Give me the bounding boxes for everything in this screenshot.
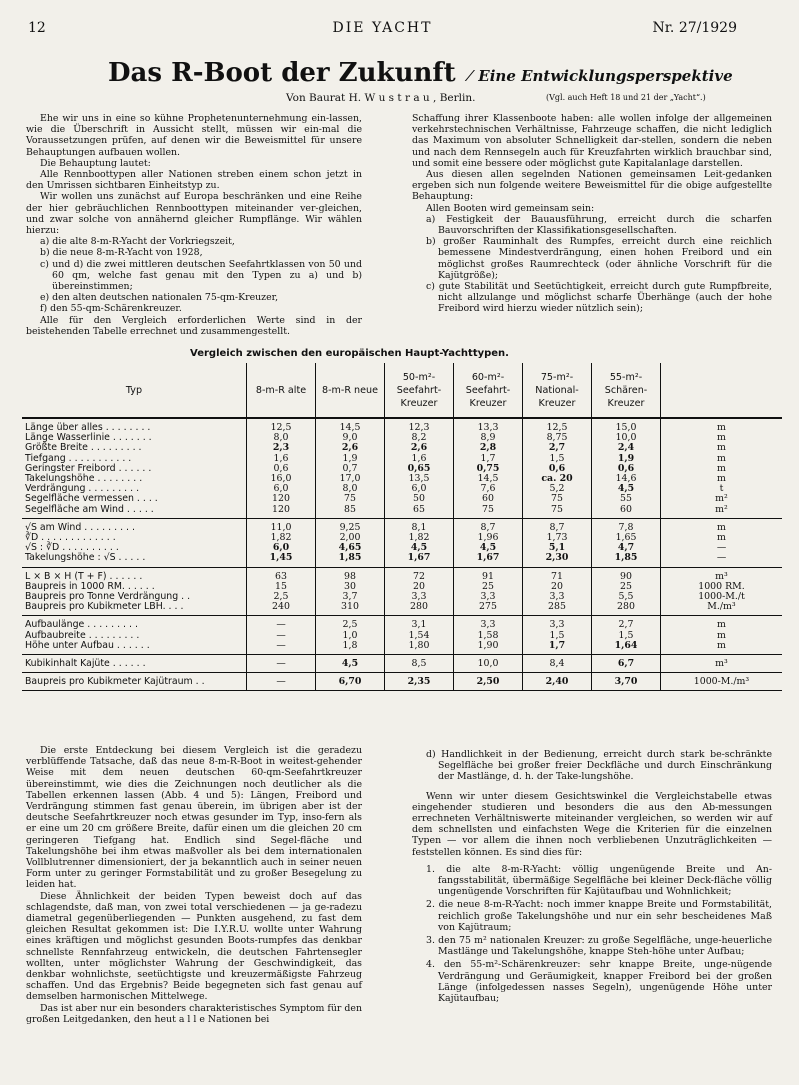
list-item: a) Festigkeit der Bauausführung, erreicht durch die scharfen Bauvorschriften der Klassifikationsgesellschaften.	[426, 213, 772, 237]
title-slash: ⁄	[468, 67, 472, 85]
cell-value: 1,8	[316, 641, 385, 655]
cell-value: 280	[592, 602, 661, 616]
list-item: c) und d) die zwei mittleren deutschen Seefahrtklassen von 50 und 60 qm, welche fast genau mit den Typen zu a) und b) übereinstimmen;	[40, 258, 362, 293]
cell-value: 2,6	[316, 443, 385, 453]
cell-value: 3,3	[385, 592, 454, 602]
cell-value: 1,7	[523, 641, 592, 655]
cell-value: —	[247, 655, 316, 673]
cell-value: 6,7	[592, 655, 661, 673]
cell-value: m	[717, 462, 726, 474]
cell-value: m	[717, 422, 726, 433]
cell-value: m	[717, 629, 726, 641]
paragraph: Schaffung ihrer Klassenboote haben: alle wollen infolge der allgemeinen verkehrstechnischen Verhältnisse, Fahrzeuge schaffen, die nicht lediglich das Maximum von absoluter Schnelligkeit dar-stellen, sondern die neben und nach dem Rennsegeln auch für Kreuzfahrten wirklich brauchbar sind, und somit eine bessere oder möglichst gute Kapitalanlage darstellen.	[412, 113, 772, 169]
cell-value: m	[717, 619, 726, 631]
cell-value: 6,0	[247, 543, 316, 553]
cell-value: 8,0	[316, 484, 385, 494]
cell-value: 6,0	[247, 484, 316, 494]
cell-value: 55	[592, 494, 661, 504]
cell-value: 10,0	[454, 655, 523, 673]
cell-value: 2,35	[385, 673, 454, 691]
cell-value: 4,7	[592, 543, 661, 553]
cell-value: 30	[316, 582, 385, 592]
cell-value: 8,7	[523, 518, 592, 533]
issue-number: Nr. 27/1929	[652, 20, 737, 36]
right-column-top	[412, 113, 772, 315]
row-label: ∛D . . . . . . . . . . . . .	[22, 533, 247, 543]
row-label: Takelungshöhe : √S . . . . .	[22, 553, 247, 567]
cell-value: m²	[661, 505, 783, 519]
list-item: a) die alte 8-m-R-Yacht der Vorkriegszeit,	[40, 236, 235, 248]
table-row	[22, 533, 782, 543]
table-row	[22, 505, 782, 519]
left-column-top	[26, 113, 362, 337]
cell-value: m	[717, 432, 726, 444]
list-item: f) den 55-qm-Schärenkreuzer.	[40, 303, 182, 315]
cell-value: 1,90	[454, 641, 523, 655]
row-label: Aufbaubreite . . . . . . . . .	[22, 631, 247, 641]
cell-value: 14,5	[316, 418, 385, 433]
cell-value: 0,75	[454, 464, 523, 474]
row-label: Aufbaulänge . . . . . . . . .	[22, 616, 247, 631]
cell-value: 12,5	[523, 418, 592, 433]
cell-value: 1,65	[592, 533, 661, 543]
header-col: 75-m²- National- Kreuzer	[523, 363, 592, 418]
cell-value: 7,6	[454, 484, 523, 494]
row-label: Baupreis in 1000 RM. . . . . .	[22, 582, 247, 592]
right-column-bottom	[412, 749, 772, 1006]
cell-value: ca. 20	[523, 474, 592, 484]
cell-value: 98	[316, 567, 385, 582]
cell-value: 75	[454, 505, 523, 519]
cell-value: 1,6	[247, 454, 316, 464]
cell-value: 8,0	[247, 433, 316, 443]
row-label: Kubikinhalt Kajüte . . . . . .	[22, 655, 247, 673]
cell-value: —	[247, 673, 316, 691]
paragraph: Das ist aber nur ein besonders charakteristisches Symptom für den großen Leitgedanken, den heut a l l e Nationen bei	[26, 1002, 362, 1025]
cell-value: 8,2	[385, 433, 454, 443]
list-item: d) Handlichkeit in der Bedienung, erreicht durch stark be-schränkte Segelfläche bei großer freier Deckfläche und durch Einschränkung der Mastlänge, d. h. der Take-lungshöhe.	[426, 749, 772, 783]
table-row	[22, 518, 782, 533]
cell-value: —	[247, 631, 316, 641]
list-item: b) großer Rauminhalt des Rumpfes, erreicht durch eine reichlich bemessene Mindestverdrängung, einen hohen Freibord und ein möglichst großes Raumrechteck (oder ähnliche Vorschrift für die Kajütgröße);	[426, 236, 772, 281]
cell-value: 8,5	[385, 655, 454, 673]
row-label: L × B × H (T + F) . . . . . .	[22, 567, 247, 582]
cell-value: 3,7	[316, 592, 385, 602]
cell-value: 16,0	[247, 474, 316, 484]
row-label: Segelfläche am Wind . . . . .	[22, 505, 247, 519]
cell-value: 275	[454, 602, 523, 616]
cell-value: 2,7	[523, 443, 592, 453]
cell-value: 10,0	[592, 433, 661, 443]
header-col: 55-m²- Schären- Kreuzer	[592, 363, 661, 418]
cell-value: 1000-M./m³	[661, 673, 783, 691]
list-item: c) gute Stabilität und Seetüchtigkeit, erreicht durch gute Rumpfbreite, nicht allzulange und möglichst scharfe Überhänge (auch der hohe Freibord wird hierzu wieder nützlich sein);	[426, 281, 772, 315]
cell-value: m	[717, 532, 726, 544]
cell-value: 3,3	[454, 616, 523, 631]
cell-value: 1,9	[316, 454, 385, 464]
cell-value: m	[661, 641, 783, 655]
cell-value: 13,3	[454, 418, 523, 433]
cell-value: m	[717, 452, 726, 464]
cell-value: 15	[247, 582, 316, 592]
cell-value: 5,2	[523, 484, 592, 494]
cell-value: 8,75	[523, 433, 592, 443]
header-typ: Typ	[22, 363, 247, 418]
cell-value: 25	[454, 582, 523, 592]
cell-value: t	[719, 483, 724, 495]
cell-value: 240	[247, 602, 316, 616]
list-item: 4. den 55-m²-Schärenkreuzer: sehr knappe Breite, unge-nügende Verdrängung und Geräumigkeit, knapper Freibord bei der großen Länge (infolgedessen nasses Segeln), ungenügende Höhe unter Kajütaufbau;	[426, 959, 772, 1005]
cell-value: 17,0	[316, 474, 385, 484]
cell-value: m	[717, 442, 726, 454]
table-header-row	[22, 363, 782, 418]
byline: Von Baurat H. W u s t r a u , Berlin.	[286, 92, 476, 104]
cell-value: 2,5	[316, 616, 385, 631]
cell-value: 4,5	[454, 543, 523, 553]
cell-value: 120	[247, 494, 316, 504]
left-column-bottom	[26, 745, 362, 1025]
table-row	[22, 673, 782, 691]
cell-value: 25	[592, 582, 661, 592]
paragraph: Allen Booten wird gemeinsam sein:	[426, 202, 595, 214]
cell-value: 7,8	[592, 518, 661, 533]
cell-value: 13,5	[385, 474, 454, 484]
cell-value: 0,6	[523, 464, 592, 474]
cell-value: 8,1	[385, 518, 454, 533]
table-caption: Vergleich zwischen den europäischen Haupt-Yachttypen.	[190, 348, 509, 359]
cell-value: 8,7	[454, 518, 523, 533]
list-item: e) den alten deutschen nationalen 75-qm-Kreuzer,	[40, 292, 279, 304]
cell-value: 2,7	[592, 616, 661, 631]
cell-value: 1000-M./t	[698, 591, 745, 603]
row-label: Höhe unter Aufbau . . . . . .	[22, 641, 247, 655]
cell-value: 1,5	[592, 631, 661, 641]
cell-value: 5,5	[592, 592, 661, 602]
cell-value: 1,0	[316, 631, 385, 641]
cell-value: 65	[385, 505, 454, 519]
cell-value: —	[247, 641, 316, 655]
cell-value: 60	[454, 494, 523, 504]
table-row	[22, 443, 782, 453]
comparison-table	[22, 363, 782, 691]
criteria-list	[412, 864, 772, 1004]
page-header	[28, 18, 737, 40]
cell-value: 1,45	[247, 553, 316, 567]
cell-value: 60	[592, 505, 661, 519]
cell-value: 2,30	[523, 553, 592, 567]
cell-value: 9,25	[316, 518, 385, 533]
list-item: 1. die alte 8-m-R-Yacht: völlig ungenügende Breite und An-fangsstabilität, übermäßige Segelfläche bei kleiner Deck-fläche völlig ungenügende Vorschriften für Kajütaufbau und Wohnlichkeit;	[426, 863, 772, 898]
cell-value: 1,82	[385, 533, 454, 543]
cell-value: 11,0	[247, 518, 316, 533]
cell-value: 4,5	[592, 484, 661, 494]
cell-value: 0,6	[592, 464, 661, 474]
cell-value: 310	[316, 602, 385, 616]
title-sub: Eine Entwicklungsperspektive	[478, 67, 733, 85]
cell-value: m	[717, 521, 726, 533]
cell-value: 12,3	[385, 418, 454, 433]
reference-note: (Vgl. auch Heft 18 und 21 der „Yacht“.)	[546, 93, 706, 102]
paragraph: Diese Ähnlichkeit der beiden Typen beweist doch auf das schlagendste, daß man, von zwei total verschiedenen — ja ge-radezu diametral gegenüberliegenden — Punkten ausgehend, zu fast dem gleichen Resultat gekommen ist: Die I.Y.R.U. wollte unter Wahrung eines kräftigen und möglichst gesunden Boots-rumpfes das denkbar schnellste Rennfahrzeug entwickeln, die deutschen Fahrtensegler wollten, unter möglichster Wahrung der Geschwindigkeit, das denkbar wohnlichste, seetüchtigste und kreuzermäßigste Fahrzeug schaffen. Und das Ergebnis? Beide begegneten sich fast genau auf demselben harmonischen Mittelwege.	[26, 890, 362, 1003]
cell-value: m³	[715, 570, 728, 582]
cell-value: 3,1	[385, 616, 454, 631]
cell-value: 85	[316, 505, 385, 519]
cell-value: 5,1	[523, 543, 592, 553]
cell-value: 120	[247, 505, 316, 519]
cell-value: m³	[661, 655, 783, 673]
cell-value: 91	[454, 567, 523, 582]
cell-value: 2,50	[454, 673, 523, 691]
paragraph: Aus diesen allen segelnden Nationen gemeinsamen Leit-gedanken ergeben sich nun folgende weitere Beweismittel für die obige aufgestellte Behauptung:	[412, 169, 772, 203]
cell-value: 63	[247, 567, 316, 582]
cell-value: 4,65	[316, 543, 385, 553]
cell-value: 8,9	[454, 433, 523, 443]
cell-value: 280	[385, 602, 454, 616]
cell-value: 1,82	[247, 533, 316, 543]
table-row	[22, 655, 782, 673]
cell-value: 1,54	[385, 631, 454, 641]
cell-value: 3,3	[454, 592, 523, 602]
cell-value: 0,65	[385, 464, 454, 474]
cell-value: 6,0	[385, 484, 454, 494]
article-title	[108, 58, 748, 88]
cell-value: m	[717, 473, 726, 485]
paragraph: Ehe wir uns in eine so kühne Prophetenunternehmung ein-lassen, wie die Überschrift in Aussicht stellt, müssen wir ein-mal die Voraussetzungen prüfen, auf denen wir die Beweismittel für unsere Behauptungen aufbauen wollen.	[26, 113, 362, 158]
cell-value: 4,5	[385, 543, 454, 553]
paragraph: Wir wollen uns zunächst auf Europa beschränken und eine Reihe der hier gebräuchlichen Rennboottypen miteinander ver-gleichen, und zwar solche von annähernd gleicher Rumpflänge. Wir wählen hierzu:	[26, 191, 362, 237]
row-label: Länge Wasserlinie . . . . . . .	[22, 433, 247, 443]
cell-value: m²	[715, 493, 728, 505]
paragraph: Alle Rennboottypen aller Nationen streben einem schon jetzt in den Umrissen sichtbaren Einheitstyp zu.	[26, 169, 362, 192]
cell-value: 1,7	[454, 454, 523, 464]
cell-value: 1,5	[523, 631, 592, 641]
cell-value: 12,5	[247, 418, 316, 433]
cell-value: 3,3	[523, 592, 592, 602]
cell-value: 72	[385, 567, 454, 582]
row-label: Länge über alles . . . . . . . .	[22, 418, 247, 433]
table-row	[22, 567, 782, 582]
cell-value: 2,40	[523, 673, 592, 691]
row-label: Größte Breite . . . . . . . . .	[22, 443, 247, 453]
cell-value: 1,6	[385, 454, 454, 464]
title-main: Das R-Boot der Zukunft	[108, 58, 456, 88]
cell-value: 75	[523, 505, 592, 519]
cell-value: 2,3	[247, 443, 316, 453]
cell-value: 90	[592, 567, 661, 582]
row-label: Geringster Freibord . . . . . .	[22, 464, 247, 474]
cell-value: —	[661, 553, 783, 567]
cell-value: 1,85	[592, 553, 661, 567]
cell-value: 1000 RM.	[698, 580, 745, 592]
cell-value: —	[247, 616, 316, 631]
row-label: √S am Wind . . . . . . . . .	[22, 518, 247, 533]
row-label: Baupreis pro Kubikmeter LBH. . . .	[22, 602, 247, 616]
row-label: Takelungshöhe . . . . . . . .	[22, 474, 247, 484]
table-row	[22, 616, 782, 631]
cell-value: 50	[385, 494, 454, 504]
cell-value: 1,9	[592, 454, 661, 464]
cell-value: 1,64	[592, 641, 661, 655]
header-col	[661, 363, 783, 418]
row-label: Baupreis pro Kubikmeter Kajütraum . .	[22, 673, 247, 691]
magazine-name: DIE YACHT	[332, 20, 433, 36]
cell-value: 1,67	[454, 553, 523, 567]
cell-value: 20	[385, 582, 454, 592]
cell-value: 75	[523, 494, 592, 504]
table-row	[22, 418, 782, 433]
cell-value: 3,70	[592, 673, 661, 691]
cell-value: 14,5	[454, 474, 523, 484]
header-col: 50-m²- Seefahrt- Kreuzer	[385, 363, 454, 418]
table-row	[22, 641, 782, 655]
row-label: Segelfläche vermessen . . . .	[22, 494, 247, 504]
paragraph: Wenn wir unter diesem Gesichtswinkel die Vergleichstabelle etwas eingehender studieren und besonders die aus den Ab-messungen errechneten Verhältniswerte miteinander vergleichen, so werden wir auf dem schnellsten und einfachsten Wege die Kriterien für die einzelnen Typen — vor allem die ihnen noch verbliebenen Unzuträglichkeiten — feststellen können. Es sind dies für:	[412, 790, 772, 858]
row-label: Baupreis pro Tonne Verdrängung . .	[22, 592, 247, 602]
paragraph: Alle für den Vergleich erforderlichen Werte sind in der beistehenden Tabelle errechnet und zusammengestellt.	[26, 314, 362, 337]
cell-value: 1,5	[523, 454, 592, 464]
cell-value: 2,8	[454, 443, 523, 453]
cell-value: 75	[316, 494, 385, 504]
cell-value: 8,4	[523, 655, 592, 673]
table-row	[22, 602, 782, 616]
cell-value: 20	[523, 582, 592, 592]
header-col: 8-m-R neue	[316, 363, 385, 418]
page-number: 12	[28, 20, 46, 36]
cell-value: 1,58	[454, 631, 523, 641]
cell-value: 1,67	[385, 553, 454, 567]
paragraph: Die erste Entdeckung bei diesem Vergleich ist die geradezu verblüffende Tatsache, daß das neue 8-m-R-Boot in weitest-gehender Weise mit dem neuen deutschen 60-qm-Seefahrtkreuzer übereinstimmt, wie dies die Zeichnungen noch deutlicher als die Tabellen erkennen lassen (Abb. 4 und 5): Längen, Freibord und Verdrängung stimmen fast genau überein, im übrigen aber ist der deutsche Seefahrtkreuzer noch etwas gesunder im Typ, inso-fern als er eine um 20 cm größere Breite, dafür einen um die gleichen 20 cm geringeren Tiefgang hat. Endlich sind Segel-fläche und Takelungshöhe bei ihm etwas maßvoller als bei dem internationalen Vollblutrenner dimensioniert, der ja bekanntlich auch in seiner neuen Form unter zu geringer Formstabilität und zu großer Besegelung zu leiden hat.	[26, 745, 362, 891]
cell-value: 1,96	[454, 533, 523, 543]
cell-value: 2,5	[247, 592, 316, 602]
cell-value: 0,7	[316, 464, 385, 474]
list-item: 3. den 75 m² nationalen Kreuzer: zu große Segelfläche, unge-heuerliche Mastlänge und Takelungshöhe, knappe Steh-höhe unter Aufbau;	[426, 935, 772, 958]
cell-value: 1,85	[316, 553, 385, 567]
cell-value: 15,0	[592, 418, 661, 433]
header-col: 60-m²- Seefahrt- Kreuzer	[454, 363, 523, 418]
cell-value: 0,6	[247, 464, 316, 474]
cell-value: 1,80	[385, 641, 454, 655]
table-row	[22, 553, 782, 567]
row-label: Verdrängung . . . . . . . . .	[22, 484, 247, 494]
paragraph: Die Behauptung lautet:	[40, 157, 151, 169]
cell-value: 6,70	[316, 673, 385, 691]
cell-value: 2,00	[316, 533, 385, 543]
cell-value: M./m³	[661, 602, 783, 616]
cell-value: 4,5	[316, 655, 385, 673]
cell-value: 3,3	[523, 616, 592, 631]
cell-value: 9,0	[316, 433, 385, 443]
cell-value: 71	[523, 567, 592, 582]
row-label: √S : ∛D . . . . . . . . . .	[22, 543, 247, 553]
cell-value: 2,4	[592, 443, 661, 453]
row-label: Tiefgang . . . . . . . . . . .	[22, 454, 247, 464]
cell-value: 1,73	[523, 533, 592, 543]
cell-value: 14,6	[592, 474, 661, 484]
header-col: 8-m-R alte	[247, 363, 316, 418]
list-item: b) die neue 8-m-R-Yacht von 1928,	[40, 247, 203, 259]
list-item: 2. die neue 8-m-R-Yacht: noch immer knappe Breite und Formstabilität, reichlich große Takelungshöhe und nur ein sehr bescheidenes Maß von Kajütraum;	[426, 899, 772, 933]
cell-value: 2,6	[385, 443, 454, 453]
cell-value: 285	[523, 602, 592, 616]
cell-value: —	[716, 542, 727, 554]
